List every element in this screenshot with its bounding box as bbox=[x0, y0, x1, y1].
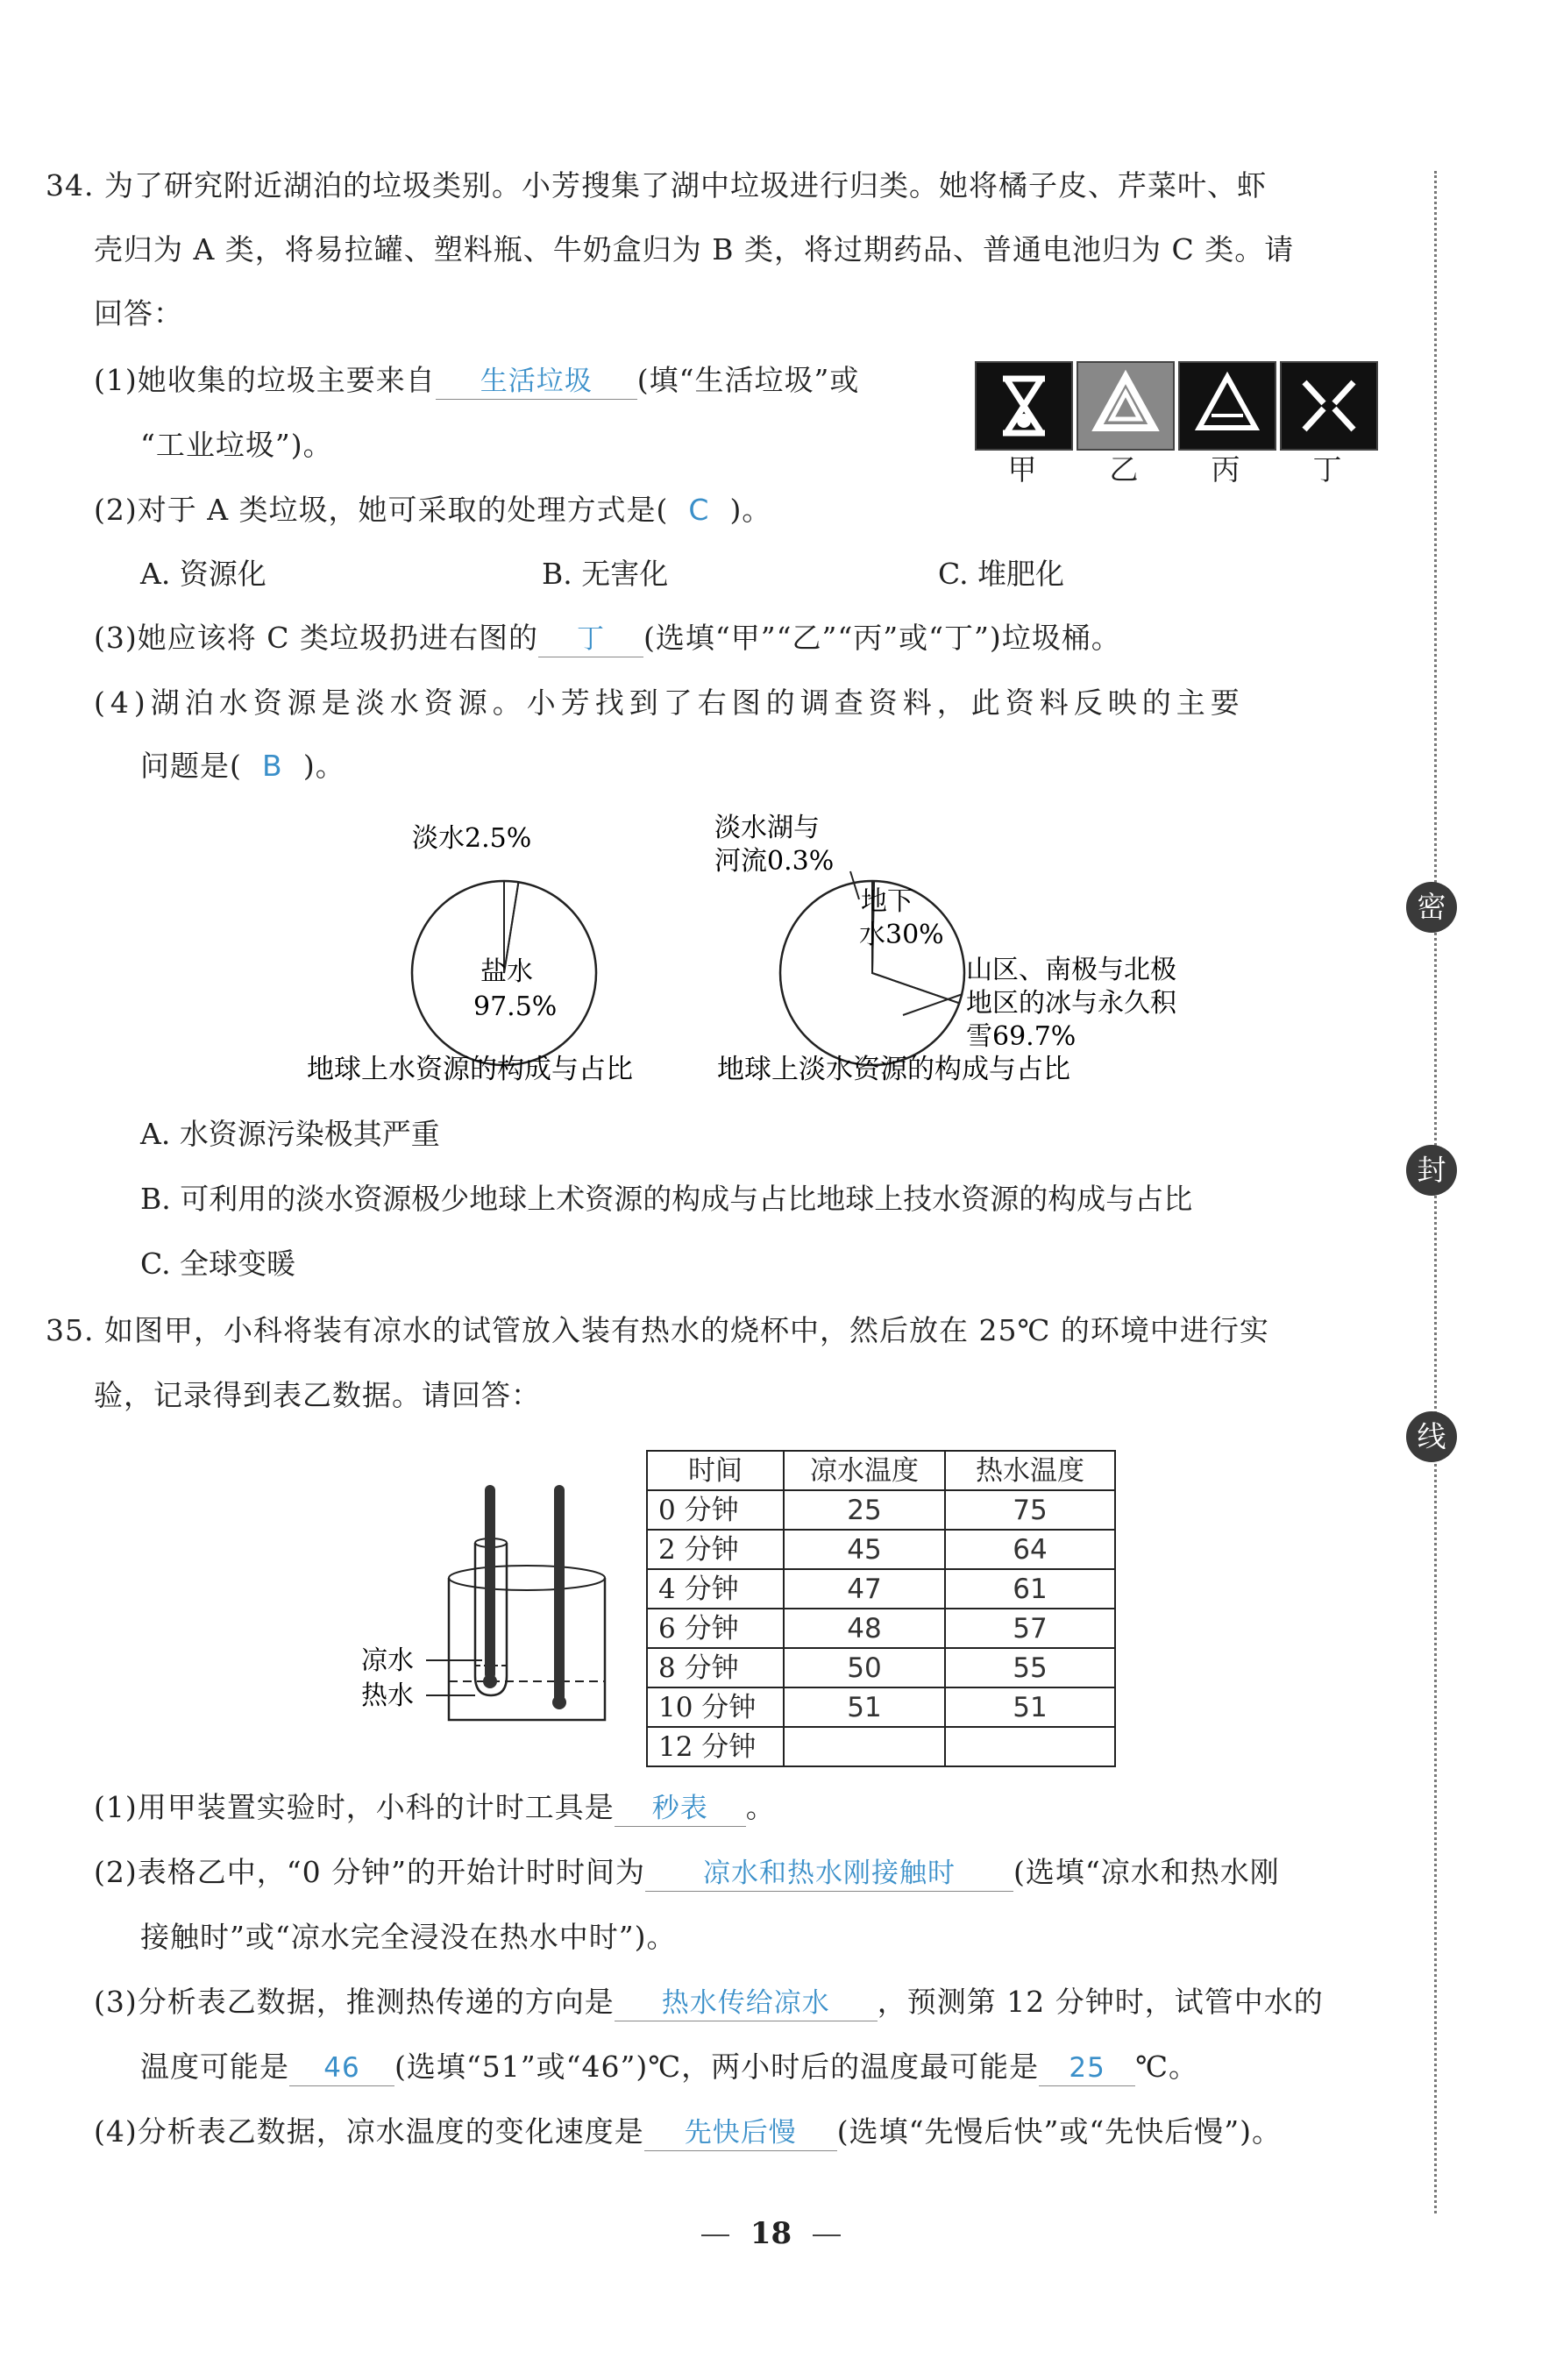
pie2-label-ground-pct: 水30% bbox=[859, 920, 944, 950]
q34-p2-option-b: B. 无害化 bbox=[542, 557, 669, 591]
table-row bbox=[647, 1530, 1115, 1569]
table-cell-hot: 51 bbox=[945, 1687, 1115, 1727]
pie1-caption: 地球上水资源的构成与占比 bbox=[307, 1054, 633, 1085]
q35-stem-line2: 验，记录得到表乙数据。请回答： bbox=[94, 1378, 541, 1412]
bin-jia bbox=[975, 361, 1073, 451]
pie2-leader-lake bbox=[850, 871, 859, 899]
table-row bbox=[647, 1569, 1115, 1609]
q34-p4-prefix: 问题是( bbox=[140, 749, 242, 783]
water-pie-charts bbox=[289, 806, 1254, 1105]
table-row bbox=[647, 1490, 1115, 1530]
label-cold-water: 凉水 bbox=[361, 1645, 414, 1676]
table-cell-cold: 25 bbox=[784, 1490, 945, 1530]
table-cell-cold bbox=[784, 1727, 945, 1766]
q35-part3-line2 bbox=[140, 2048, 1198, 2086]
q34-p2-prefix: (2)对于 A 类垃圾，她可采取的处理方式是( bbox=[94, 493, 669, 527]
table-cell-cold: 48 bbox=[784, 1609, 945, 1648]
q34-stem-line3: 回答： bbox=[94, 296, 183, 330]
label-hot-water: 热水 bbox=[361, 1680, 414, 1711]
page-number-value: 18 bbox=[750, 2216, 792, 2251]
q34-p4-option-c: C. 全球变暖 bbox=[140, 1247, 296, 1281]
table-cell-hot: 55 bbox=[945, 1648, 1115, 1687]
table-row bbox=[647, 1648, 1115, 1687]
table-cell-time: 0 分钟 bbox=[647, 1490, 784, 1530]
table-cell-hot bbox=[945, 1727, 1115, 1766]
beaker-rim bbox=[449, 1566, 605, 1590]
q35-part3-line1 bbox=[94, 1983, 1324, 2021]
table-header-time: 时间 bbox=[647, 1451, 784, 1490]
temperature-table bbox=[646, 1450, 1116, 1767]
q34-p2-suffix: )。 bbox=[729, 493, 772, 527]
thermometer-cold-bulb bbox=[483, 1674, 497, 1688]
q34-stem-line1: 34. 为了研究附近湖泊的垃圾类别。小芳搜集了湖中垃圾进行归类。她将橘子皮、芹菜叶、虾 bbox=[46, 168, 1267, 202]
q34-stem-line2: 壳归为 A 类，将易拉罐、塑料瓶、牛奶盒归为 B 类，将过期药品、普通电池归为 C 类。请 bbox=[94, 232, 1295, 266]
q34-part2 bbox=[94, 491, 771, 529]
bin-label-jia: 甲 bbox=[1007, 452, 1037, 487]
q34-p2-option-c: C. 堆肥化 bbox=[938, 557, 1065, 591]
pie2-leader-ice bbox=[903, 994, 963, 1015]
table-cell-cold: 45 bbox=[784, 1530, 945, 1569]
table-cell-cold: 47 bbox=[784, 1569, 945, 1609]
q34-p3-suffix: (选填“甲”“乙”“丙”或“丁”)垃圾桶。 bbox=[643, 621, 1121, 655]
q35-p3-prefix: (3)分析表乙数据，推测热传递的方向是 bbox=[94, 1985, 615, 2019]
q34-p4-option-b: B. 可利用的淡水资源极少地球上术资源的构成与占比地球上技水资源的构成与占比 bbox=[140, 1182, 1193, 1216]
pie2-caption: 地球上淡水资源的构成与占比 bbox=[717, 1054, 1070, 1085]
table-cell-time: 4 分钟 bbox=[647, 1569, 784, 1609]
q35-p4-answer: 先快后慢 bbox=[644, 2115, 837, 2151]
q34-p4-line1: (4)湖泊水资源是淡水资源。小芳找到了右图的调查资料，此资料反映的主要 bbox=[94, 686, 1245, 720]
bin-label-ding: 丁 bbox=[1312, 452, 1342, 487]
thermometer-hot bbox=[554, 1485, 565, 1702]
pie1-label-fresh: 淡水2.5% bbox=[412, 823, 532, 854]
q35-p1-prefix: (1)用甲装置实验时，小科的计时工具是 bbox=[94, 1790, 615, 1824]
q35-stem-line1: 35. 如图甲，小科将装有凉水的试管放入装有热水的烧杯中，然后放在 25℃ 的环境中进行实 bbox=[46, 1313, 1269, 1347]
table-cell-time: 10 分钟 bbox=[647, 1687, 784, 1727]
table-header-hot: 热水温度 bbox=[945, 1451, 1115, 1490]
q34-p1-line2: “工业垃圾”)。 bbox=[140, 428, 333, 462]
seal-mi: 密 bbox=[1406, 882, 1457, 933]
q35-part4 bbox=[94, 2113, 1282, 2151]
q35-p4-suffix: (选填“先慢后快”或“先快后慢”)。 bbox=[836, 2114, 1282, 2149]
table-cell-time: 12 分钟 bbox=[647, 1727, 784, 1766]
pie2-label-ground-name: 地下 bbox=[861, 886, 913, 917]
thermometer-hot-bulb bbox=[552, 1695, 566, 1709]
q34-p4-suffix: )。 bbox=[302, 749, 345, 783]
q35-p3-answer-direction: 热水传给凉水 bbox=[615, 1986, 878, 2021]
table-header-cold: 凉水温度 bbox=[784, 1451, 945, 1490]
table-row bbox=[647, 1687, 1115, 1727]
q35-p2-answer: 凉水和热水刚接触时 bbox=[645, 1856, 1013, 1892]
page-dash-right bbox=[813, 2234, 841, 2236]
table-cell-time: 6 分钟 bbox=[647, 1609, 784, 1648]
q34-p4-answer: B bbox=[262, 749, 283, 783]
q35-part2 bbox=[94, 1853, 1280, 1892]
page-number bbox=[0, 2216, 1542, 2251]
q35-p2-prefix: (2)表格乙中，“0 分钟”的开始计时时间为 bbox=[94, 1855, 645, 1889]
pie2-label-ice-line1: 山区、南极与北极 bbox=[966, 955, 1176, 985]
q35-part1 bbox=[94, 1788, 776, 1827]
table-cell-cold: 51 bbox=[784, 1687, 945, 1727]
pie1-label-salt-name: 盐水 bbox=[480, 956, 533, 987]
q34-p4-option-a: A. 水资源污染极其严重 bbox=[140, 1117, 440, 1151]
q34-part1 bbox=[94, 361, 859, 400]
page-dash-left bbox=[701, 2234, 729, 2236]
q35-p3-answer-temp2h: 25 bbox=[1039, 2050, 1135, 2086]
table-cell-time: 2 分钟 bbox=[647, 1530, 784, 1569]
pie2-label-ice-line3: 雪69.7% bbox=[966, 1021, 1077, 1052]
recycle-outline-icon bbox=[1180, 363, 1275, 449]
beaker bbox=[449, 1578, 605, 1720]
table-cell-hot: 61 bbox=[945, 1569, 1115, 1609]
bin-label-yi: 乙 bbox=[1109, 452, 1139, 487]
q34-p1-suffix: (填“生活垃圾”或 bbox=[636, 363, 860, 397]
q34-p1-prefix: (1)她收集的垃圾主要来自 bbox=[94, 363, 436, 397]
pie1-label-salt-pct: 97.5% bbox=[473, 991, 558, 1022]
bin-bing bbox=[1178, 361, 1276, 451]
q35-p4-prefix: (4)分析表乙数据，凉水温度的变化速度是 bbox=[94, 2114, 644, 2149]
pie2-label-ice-line2: 地区的冰与永久积 bbox=[966, 988, 1176, 1019]
q35-p3-answer-temp12: 46 bbox=[289, 2050, 394, 2086]
q35-p2-line2: 接触时”或“凉水完全浸没在热水中时”)。 bbox=[140, 1920, 677, 1954]
q34-p2-answer: C bbox=[688, 493, 710, 527]
q35-p3-l2-prefix: 温度可能是 bbox=[140, 2050, 289, 2084]
q35-p1-answer: 秒表 bbox=[615, 1791, 746, 1827]
hazardous-hourglass-icon bbox=[977, 363, 1071, 449]
bin-label-bing: 丙 bbox=[1211, 452, 1240, 487]
table-cell-hot: 57 bbox=[945, 1609, 1115, 1648]
table-cell-cold: 50 bbox=[784, 1648, 945, 1687]
apparatus-figure bbox=[351, 1473, 614, 1736]
q34-p4-line2 bbox=[140, 747, 345, 785]
table-cell-hot: 75 bbox=[945, 1490, 1115, 1530]
recycle-icon bbox=[1078, 363, 1173, 449]
q34-part3 bbox=[94, 619, 1121, 657]
q35-p3-l2-middle: (选填“51”或“46”)℃，两小时后的温度最可能是 bbox=[394, 2050, 1040, 2084]
q34-p3-prefix: (3)她应该将 C 类垃圾扔进右图的 bbox=[94, 621, 538, 655]
bin-ding bbox=[1280, 361, 1378, 451]
table-row bbox=[647, 1727, 1115, 1766]
q35-p2-suffix: (选填“凉水和热水刚 bbox=[1013, 1855, 1280, 1889]
q35-p3-middle: ，预测第 12 分钟时，试管中水的 bbox=[877, 1985, 1324, 2019]
q34-p3-answer: 丁 bbox=[538, 622, 643, 657]
thermometer-cold bbox=[485, 1485, 495, 1680]
table-row bbox=[647, 1609, 1115, 1648]
q34-p2-option-a: A. 资源化 bbox=[140, 557, 266, 591]
garbage-bins-figure bbox=[975, 361, 1375, 493]
table-header-row bbox=[647, 1451, 1115, 1490]
pie2-label-lake-pct: 河流0.3% bbox=[714, 846, 835, 877]
pie2-label-lake-name: 淡水湖与 bbox=[714, 813, 820, 843]
seal-xian: 线 bbox=[1406, 1411, 1457, 1462]
other-waste-cross-icon bbox=[1282, 363, 1376, 449]
q35-p1-suffix: 。 bbox=[745, 1790, 776, 1824]
q35-p3-l2-suffix: ℃。 bbox=[1135, 2050, 1199, 2084]
bin-yi bbox=[1077, 361, 1175, 451]
seal-feng: 封 bbox=[1406, 1145, 1457, 1196]
q34-p1-answer: 生活垃圾 bbox=[436, 364, 637, 400]
table-cell-time: 8 分钟 bbox=[647, 1648, 784, 1687]
table-cell-hot: 64 bbox=[945, 1530, 1115, 1569]
